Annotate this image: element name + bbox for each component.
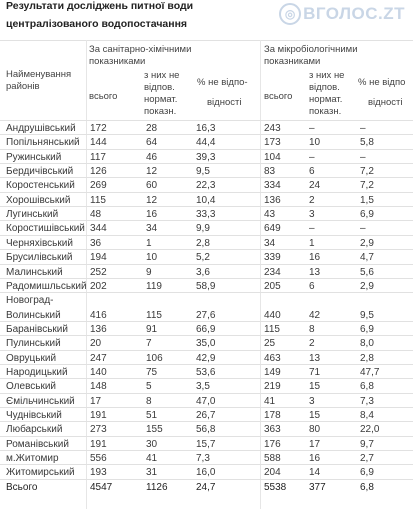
cell-s-pct: 33,3 — [196, 209, 216, 221]
district-name: Малинський — [6, 266, 63, 278]
cell-m-total: 136 — [264, 194, 281, 206]
cell-m-total: 176 — [264, 438, 281, 450]
cell-s-pct: 16,0 — [196, 467, 216, 479]
cell-m-pct: 4,7 — [360, 252, 374, 264]
table-title-line-2: централізованого водопостачання — [6, 18, 188, 30]
header-micro-noncompliant-2: відпов. — [309, 82, 340, 93]
district-name: м.Житомир — [6, 453, 59, 465]
cell-s-non: 12 — [146, 166, 158, 178]
cell-s-non: 51 — [146, 410, 158, 421]
row-divider — [0, 163, 413, 164]
cell-m-pct: 6,9 — [360, 323, 374, 335]
cell-m-pct: 2,7 — [360, 453, 374, 465]
cell-s-total: 269 — [90, 180, 107, 192]
cell-m-pct: 6,8 — [360, 481, 374, 493]
district-name: Народицький — [6, 366, 68, 378]
cell-m-non: 377 — [309, 481, 326, 493]
row-divider — [0, 264, 413, 265]
district-name: Бердичівський — [6, 166, 74, 178]
cell-s-non: 46 — [146, 151, 158, 163]
cell-s-pct: 15,7 — [196, 438, 216, 450]
row-divider — [0, 249, 413, 250]
cell-s-non: 5 — [146, 381, 152, 393]
cell-m-total: 204 — [264, 467, 281, 479]
cell-m-pct: 5,6 — [360, 266, 374, 278]
cell-m-total: 363 — [264, 424, 281, 436]
cell-s-non: 12 — [146, 194, 158, 206]
cell-m-non: 8 — [309, 323, 315, 335]
district-name: Всього — [6, 481, 38, 493]
table-row — [0, 294, 413, 323]
header-district-line-1: Найменування — [6, 69, 72, 80]
header-micro-noncompliant-1: з них не — [309, 70, 345, 81]
cell-s-total: 144 — [90, 137, 107, 149]
row-divider — [0, 393, 413, 394]
cell-s-total: 247 — [90, 352, 107, 364]
cell-m-non: 80 — [309, 424, 321, 436]
cell-m-pct: 7,3 — [360, 395, 374, 407]
cell-m-pct: 8,4 — [360, 410, 374, 421]
cell-s-pct: 9,5 — [196, 166, 210, 178]
cell-m-pct: 6,8 — [360, 381, 374, 393]
district-name: Волинський — [6, 309, 61, 321]
cell-s-non: 16 — [146, 209, 158, 221]
district-name: Житомирський — [6, 467, 75, 479]
row-divider — [0, 278, 413, 279]
cell-s-pct: 5,2 — [196, 252, 210, 264]
cell-s-total: 36 — [90, 237, 102, 249]
row-divider — [0, 235, 413, 236]
cell-s-non: 60 — [146, 180, 158, 192]
cell-m-total: 339 — [264, 252, 281, 264]
cell-s-pct: 16,3 — [196, 123, 216, 134]
district-name: Овруцький — [6, 352, 57, 364]
cell-s-total: 252 — [90, 266, 107, 278]
header-top-rule — [0, 40, 413, 41]
cell-m-non: 24 — [309, 180, 321, 192]
cell-m-pct: 5,8 — [360, 137, 374, 149]
cell-m-non: 3 — [309, 395, 315, 407]
cell-m-non: 14 — [309, 467, 321, 479]
cell-s-pct: 27,6 — [196, 309, 216, 321]
row-divider — [0, 407, 413, 408]
cell-s-non: 28 — [146, 123, 158, 134]
cell-s-pct: 66,9 — [196, 323, 216, 335]
cell-s-non: 64 — [146, 137, 158, 149]
cell-m-non: 6 — [309, 280, 315, 292]
row-divider — [0, 134, 413, 135]
cell-s-pct: 2,8 — [196, 237, 210, 249]
cell-m-non: 3 — [309, 209, 315, 221]
cell-s-total: 115 — [90, 194, 106, 206]
district-name: Коростишівський — [6, 223, 85, 235]
cell-s-non: 115 — [146, 309, 162, 321]
row-divider — [0, 149, 413, 150]
district-name: Попільнянський — [6, 137, 80, 149]
cell-m-total: 43 — [264, 209, 276, 221]
cell-m-non: 15 — [309, 381, 321, 393]
cell-m-pct: 2,9 — [360, 280, 374, 292]
cell-s-total: 556 — [90, 453, 107, 465]
cell-m-total: 83 — [264, 166, 276, 178]
cell-s-total: 136 — [90, 323, 107, 335]
cell-s-total: 416 — [90, 309, 107, 321]
logo-text: ВГОЛОС.ZT — [303, 4, 405, 23]
cell-s-non: 106 — [146, 352, 163, 364]
header-sanitary-group-line-2: показниками — [89, 56, 146, 67]
header-sanitary-percent-2: відності — [207, 97, 242, 108]
cell-s-total: 117 — [90, 151, 106, 163]
cell-s-total: 48 — [90, 209, 102, 221]
logo-circle-icon: ◎ — [279, 3, 301, 25]
row-divider — [0, 220, 413, 221]
cell-m-pct: – — [360, 151, 366, 163]
cell-m-pct: 6,9 — [360, 467, 374, 479]
cell-m-total: 25 — [264, 338, 276, 350]
header-micro-total: всього — [264, 91, 293, 102]
cell-m-total: 178 — [264, 410, 281, 421]
header-sanitary-noncompliant-3: нормат. — [144, 94, 178, 105]
cell-s-non: 34 — [146, 223, 158, 235]
table-row-total — [0, 481, 413, 495]
cell-s-total: 193 — [90, 467, 107, 479]
header-micro-percent-2: відності — [368, 97, 403, 108]
header-micro-group-line-1: За мікробіологічними — [264, 44, 358, 55]
header-sanitary-percent-1: % не відпо- — [197, 77, 248, 88]
cell-m-non: 6 — [309, 166, 315, 178]
cell-s-total: 172 — [90, 123, 107, 134]
district-name: Андрушівський — [6, 123, 76, 134]
cell-s-non: 119 — [146, 280, 162, 292]
district-name: Чуднівський — [6, 410, 62, 421]
cell-s-pct: 58,9 — [196, 280, 216, 292]
cell-m-pct: 9,5 — [360, 309, 374, 321]
header-micro-noncompliant-4: показн. — [309, 106, 342, 117]
cell-s-pct: 24,7 — [196, 481, 216, 493]
cell-s-non: 41 — [146, 453, 158, 465]
cell-s-non: 155 — [146, 424, 163, 436]
cell-s-pct: 9,9 — [196, 223, 210, 235]
cell-m-total: 234 — [264, 266, 281, 278]
cell-s-pct: 10,4 — [196, 194, 216, 206]
cell-m-pct: 6,9 — [360, 209, 374, 221]
row-divider — [0, 450, 413, 451]
cell-m-non: 13 — [309, 352, 321, 364]
cell-m-total: 463 — [264, 352, 281, 364]
cell-m-pct: – — [360, 123, 366, 134]
header-sanitary-group-line-1: За санітарно-хімічними — [89, 44, 192, 55]
cell-m-non: 17 — [309, 438, 321, 450]
cell-s-non: 1 — [146, 237, 152, 249]
cell-s-total: 202 — [90, 280, 107, 292]
cell-m-pct: 47,7 — [360, 366, 380, 378]
site-logo[interactable] — [279, 2, 405, 26]
cell-s-pct: 7,3 — [196, 453, 210, 465]
cell-s-pct: 3,6 — [196, 266, 210, 278]
district-name: Лугинський — [6, 209, 59, 221]
cell-m-non: – — [309, 151, 315, 163]
district-name: Ружинський — [6, 151, 62, 163]
cell-m-total: 219 — [264, 381, 281, 393]
cell-s-total: 17 — [90, 395, 102, 407]
row-divider — [0, 421, 413, 422]
header-sanitary-noncompliant-4: показн. — [144, 106, 177, 117]
cell-m-pct: 7,2 — [360, 180, 374, 192]
cell-m-total: 440 — [264, 309, 281, 321]
cell-m-pct: 9,7 — [360, 438, 374, 450]
cell-s-total: 148 — [90, 381, 107, 393]
cell-s-total: 4547 — [90, 481, 113, 493]
cell-s-total: 20 — [90, 338, 102, 350]
cell-m-total: 5538 — [264, 481, 287, 493]
row-divider — [0, 177, 413, 178]
cell-m-pct: 2,9 — [360, 237, 374, 249]
cell-s-total: 140 — [90, 366, 107, 378]
cell-s-non: 30 — [146, 438, 158, 450]
header-micro-noncompliant-3: нормат. — [309, 94, 343, 105]
row-divider — [0, 321, 413, 322]
cell-m-non: 16 — [309, 453, 321, 465]
cell-s-total: 344 — [90, 223, 107, 235]
row-divider — [0, 364, 413, 365]
cell-m-non: 13 — [309, 266, 321, 278]
cell-m-pct: 8,0 — [360, 338, 374, 350]
cell-m-non: – — [309, 123, 315, 134]
cell-s-pct: 47,0 — [196, 395, 216, 407]
header-sanitary-noncompliant-2: відпов. — [144, 82, 175, 93]
row-divider — [0, 206, 413, 207]
district-name: Романівський — [6, 438, 69, 450]
district-name: Коростенський — [6, 180, 75, 192]
cell-s-non: 9 — [146, 266, 152, 278]
cell-m-non: 1 — [309, 237, 315, 249]
cell-m-total: 173 — [264, 137, 281, 149]
row-divider — [0, 292, 413, 293]
cell-s-pct: 3,5 — [196, 381, 210, 393]
cell-m-non: 2 — [309, 194, 315, 206]
district-name: Олевський — [6, 381, 57, 393]
row-divider — [0, 192, 413, 193]
cell-m-total: 41 — [264, 395, 276, 407]
cell-s-total: 273 — [90, 424, 107, 436]
cell-s-pct: 44,4 — [196, 137, 216, 149]
header-micro-percent-1: % не відпо — [358, 77, 406, 88]
header-micro-group-line-2: показниками — [264, 56, 321, 67]
cell-s-pct: 53,6 — [196, 366, 216, 378]
cell-s-total: 191 — [90, 438, 107, 450]
cell-m-pct: – — [360, 223, 366, 235]
cell-m-total: 149 — [264, 366, 281, 378]
cell-s-pct: 39,3 — [196, 151, 216, 163]
cell-s-non: 31 — [146, 467, 158, 479]
district-name: Брусилівський — [6, 252, 73, 264]
cell-m-total: 104 — [264, 151, 281, 163]
cell-s-non: 75 — [146, 366, 158, 378]
cell-m-non: 71 — [309, 366, 321, 378]
cell-m-non: 2 — [309, 338, 315, 350]
cell-m-non: 10 — [309, 137, 321, 149]
cell-m-total: 34 — [264, 237, 276, 249]
cell-m-non: 42 — [309, 309, 321, 321]
cell-m-pct: 1,5 — [360, 194, 374, 206]
cell-s-non: 7 — [146, 338, 152, 350]
cell-m-non: 15 — [309, 410, 321, 421]
district-name: Радомишльський — [6, 280, 87, 292]
row-divider — [0, 350, 413, 351]
cell-m-total: 649 — [264, 223, 281, 235]
cell-s-total: 126 — [90, 166, 107, 178]
cell-s-total: 194 — [90, 252, 107, 264]
district-name: Черняхівський — [6, 237, 73, 249]
district-name: Любарський — [6, 424, 63, 436]
row-divider — [0, 479, 413, 480]
table-title-line-1: Результати досліджень питної води — [6, 0, 194, 12]
row-divider — [0, 464, 413, 465]
cell-m-total: 588 — [264, 453, 281, 465]
header-sanitary-total: всього — [89, 91, 118, 102]
row-divider — [0, 436, 413, 437]
cell-m-pct: 2,8 — [360, 352, 374, 364]
cell-m-total: 115 — [264, 323, 280, 335]
cell-s-pct: 56,8 — [196, 424, 216, 436]
cell-m-total: 205 — [264, 280, 281, 292]
district-name: Новоград- — [6, 295, 54, 307]
row-divider — [0, 378, 413, 379]
cell-s-pct: 35,0 — [196, 338, 216, 350]
cell-s-non: 1126 — [146, 481, 168, 493]
cell-s-pct: 42,9 — [196, 352, 216, 364]
cell-m-non: 16 — [309, 252, 321, 264]
cell-m-pct: 22,0 — [360, 424, 380, 436]
district-name: Ємільчинський — [6, 395, 75, 407]
district-name: Пулинський — [6, 338, 61, 350]
row-divider — [0, 120, 413, 121]
cell-s-pct: 26,7 — [196, 410, 216, 421]
district-name: Баранівський — [6, 323, 68, 335]
cell-m-non: – — [309, 223, 315, 235]
cell-s-pct: 22,3 — [196, 180, 216, 192]
cell-s-total: 191 — [90, 410, 107, 421]
district-name: Хорошівський — [6, 194, 71, 206]
cell-m-total: 243 — [264, 123, 281, 134]
cell-s-non: 8 — [146, 395, 152, 407]
cell-m-pct: 7,2 — [360, 166, 374, 178]
cell-m-total: 334 — [264, 180, 281, 192]
cell-s-non: 10 — [146, 252, 158, 264]
header-district-line-2: районів — [6, 81, 40, 92]
row-divider — [0, 335, 413, 336]
cell-s-non: 91 — [146, 323, 158, 335]
header-sanitary-noncompliant-1: з них не — [144, 70, 180, 81]
